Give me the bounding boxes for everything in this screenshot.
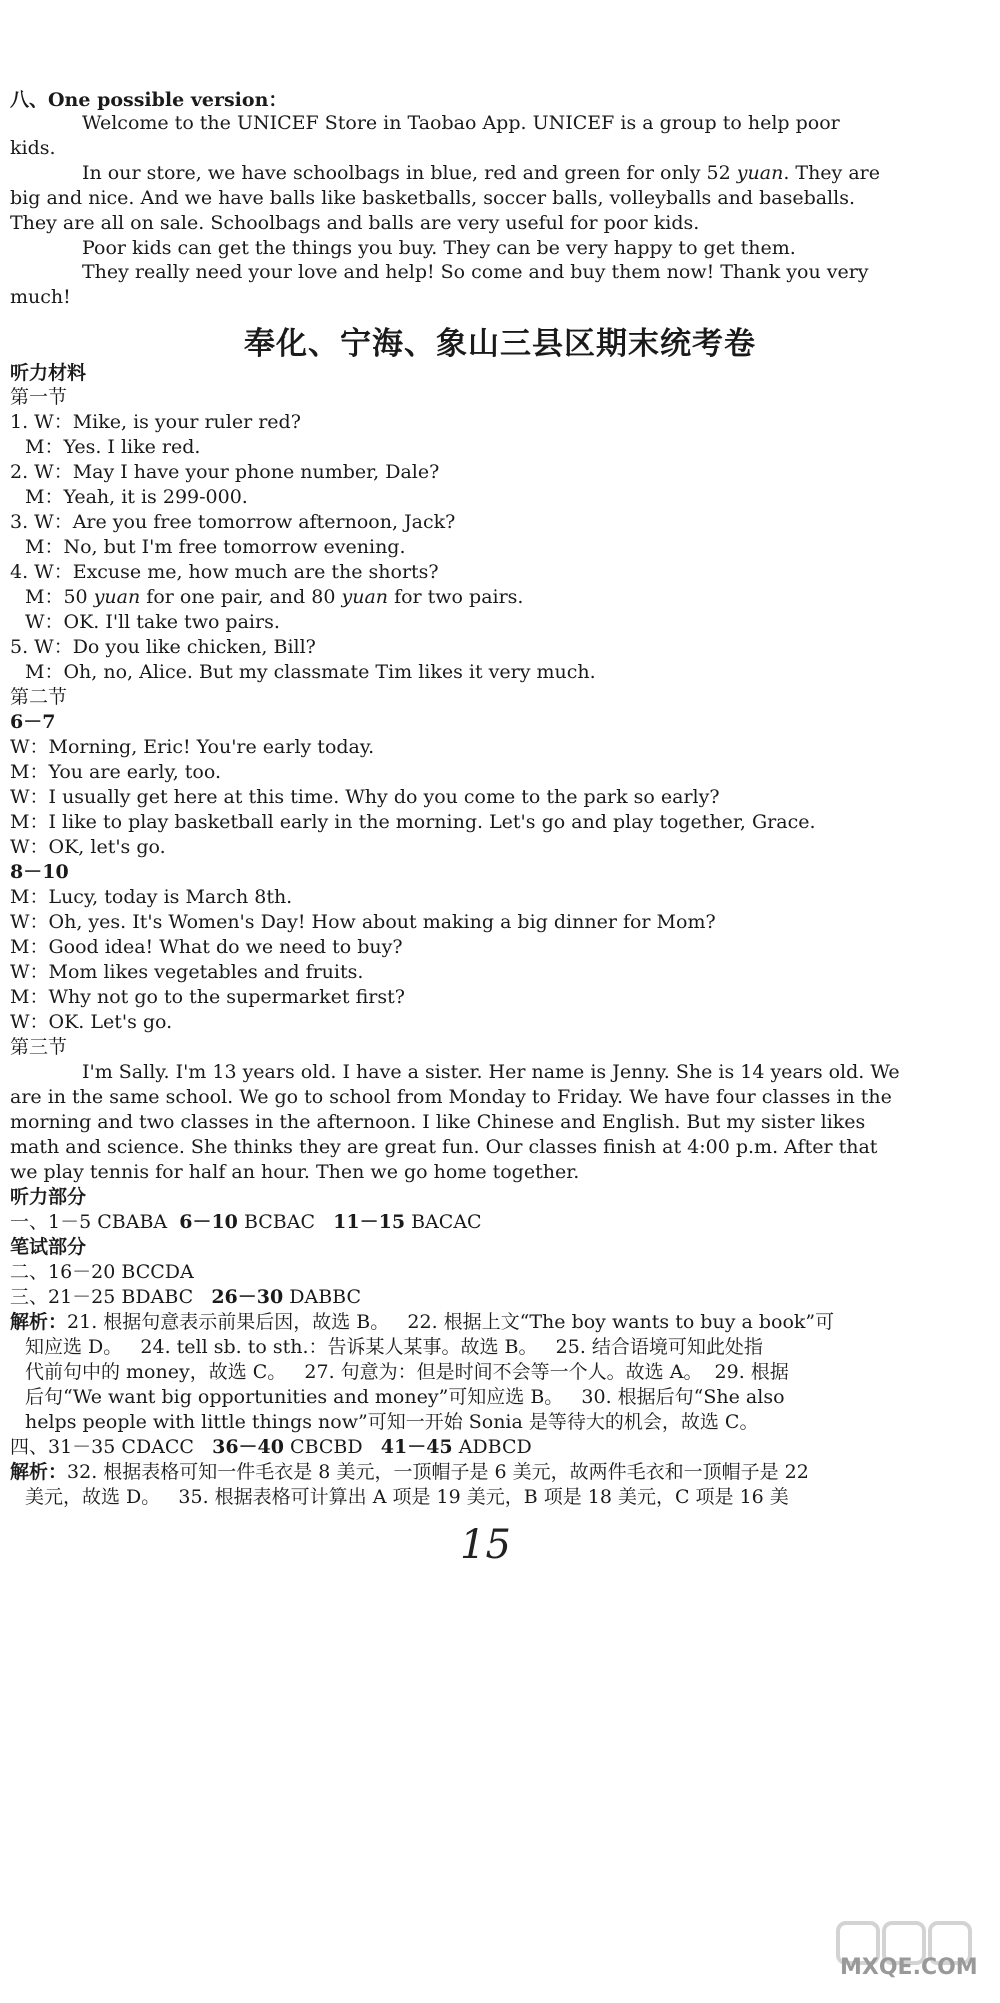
- dialogue-line: W：Oh, yes. It's Women's Day! How about making a big dinner for Mom?: [10, 911, 716, 933]
- explanation-line: 解析：21. 根据句意表示前果后因，故选 B。 22. 根据上文“The boy wants to buy a book”可: [10, 1311, 835, 1333]
- essay-line: In our store, we have schoolbags in blue, red and green for only 52 yuan. They are: [82, 162, 880, 184]
- section-heading: 听力部分: [10, 1186, 87, 1208]
- subsection-heading: 第二节: [10, 686, 68, 708]
- page-number: 15: [460, 1522, 511, 1568]
- dialogue-line: M：You are early, too.: [10, 761, 221, 783]
- passage-line: morning and two classes in the afternoon. I like Chinese and English. But my sister likes: [10, 1111, 866, 1133]
- section-heading: 笔试部分: [10, 1236, 87, 1258]
- explanation-line: 美元，故选 D。 35. 根据表格可计算出 A 项是 19 美元，B 项是 18 美元，C 项是 16 美: [25, 1486, 789, 1508]
- subsection-heading: 第三节: [10, 1036, 68, 1058]
- dialogue-line: W：OK. I'll take two pairs.: [25, 611, 280, 633]
- dialogue-line: 4. W：Excuse me, how much are the shorts?: [10, 561, 439, 583]
- section-heading: 八、One possible version：: [10, 89, 288, 111]
- essay-line: They really need your love and help! So come and buy them now! Thank you very: [82, 261, 869, 283]
- dialogue-line: 1. W：Mike, is your ruler red?: [10, 411, 301, 433]
- dialogue-line: M：Lucy, today is March 8th.: [10, 886, 293, 908]
- essay-line: They are all on sale. Schoolbags and balls are very useful for poor kids.: [10, 212, 700, 234]
- dialogue-line: W：Mom likes vegetables and fruits.: [10, 961, 364, 983]
- essay-line: Poor kids can get the things you buy. They can be very happy to get them.: [82, 237, 796, 259]
- group-label: 8－10: [10, 861, 69, 883]
- passage-line: we play tennis for half an hour. Then we go home together.: [10, 1161, 580, 1183]
- section-heading: 听力材料: [10, 362, 87, 384]
- explanation-line: helps people with little things now”可知一开始 Sonia 是等待大的机会，故选 C。: [25, 1411, 759, 1433]
- dialogue-line: W：OK, let's go.: [10, 836, 166, 858]
- answer-row: 二、16－20 BCCDA: [10, 1261, 194, 1283]
- essay-line: much!: [10, 286, 71, 308]
- dialogue-line: M：Good idea! What do we need to buy?: [10, 936, 403, 958]
- answer-row: 四、31－35 CDACC 36－40 CBCBD 41－45 ADBCD: [10, 1436, 532, 1458]
- dialogue-line: M：Why not go to the supermarket first?: [10, 986, 405, 1008]
- dialogue-line: W：OK. Let's go.: [10, 1011, 173, 1033]
- essay-line: kids.: [10, 137, 56, 159]
- essay-line: big and nice. And we have balls like basketballs, soccer balls, volleyballs and baseballs.: [10, 187, 855, 209]
- dialogue-line: 3. W：Are you free tomorrow afternoon, Jack?: [10, 511, 456, 533]
- dialogue-line: M：Yeah, it is 299-000.: [25, 486, 248, 508]
- answer-row: 一、1－5 CBABA 6－10 BCBAC 11－15 BACAC: [10, 1211, 482, 1233]
- passage-line: are in the same school. We go to school from Monday to Friday. We have four classes in the: [10, 1086, 892, 1108]
- exam-title: 奉化、宁海、象山三县区期末统考卷: [244, 326, 756, 362]
- dialogue-line: 2. W：May I have your phone number, Dale?: [10, 461, 440, 483]
- answer-row: 三、21－25 BDABC 26－30 DABBC: [10, 1286, 362, 1308]
- group-label: 6－7: [10, 711, 56, 733]
- dialogue-line: W：I usually get here at this time. Why do you come to the park so early?: [10, 786, 720, 808]
- explanation-line: 知应选 D。 24. tell sb. to sth.：告诉某人某事。故选 B。 25. 结合语境可知此处指: [25, 1336, 763, 1358]
- explanation-line: 后句“We want big opportunities and money”可知应选 B。 30. 根据后句“She also: [25, 1386, 785, 1408]
- dialogue-line: W：Morning, Eric! You're early today.: [10, 736, 375, 758]
- dialogue-line: 5. W：Do you like chicken, Bill?: [10, 636, 316, 658]
- dialogue-line: M：Oh, no, Alice. But my classmate Tim likes it very much.: [25, 661, 596, 683]
- explanation-line: 代前句中的 money，故选 C。 27. 句意为：但是时间不会等一个人。故选 A。 29. 根据: [25, 1361, 789, 1383]
- passage-line: math and science. She thinks they are great fun. Our classes finish at 4:00 p.m. After that: [10, 1136, 878, 1158]
- dialogue-line: M：50 yuan for one pair, and 80 yuan for two pairs.: [25, 586, 524, 608]
- watermark-text: MXQE.COM: [840, 1955, 978, 1980]
- subsection-heading: 第一节: [10, 386, 68, 408]
- dialogue-line: M：Yes. I like red.: [25, 436, 201, 458]
- explanation-line: 解析：32. 根据表格可知一件毛衣是 8 美元，一顶帽子是 6 美元，故两件毛衣和一顶帽子是 22: [10, 1461, 809, 1483]
- passage-line: I'm Sally. I'm 13 years old. I have a sister. Her name is Jenny. She is 14 years old. We: [82, 1061, 900, 1083]
- dialogue-line: M：No, but I'm free tomorrow evening.: [25, 536, 406, 558]
- essay-line: Welcome to the UNICEF Store in Taobao App. UNICEF is a group to help poor: [82, 112, 840, 134]
- dialogue-line: M：I like to play basketball early in the morning. Let's go and play together, Grace.: [10, 811, 816, 833]
